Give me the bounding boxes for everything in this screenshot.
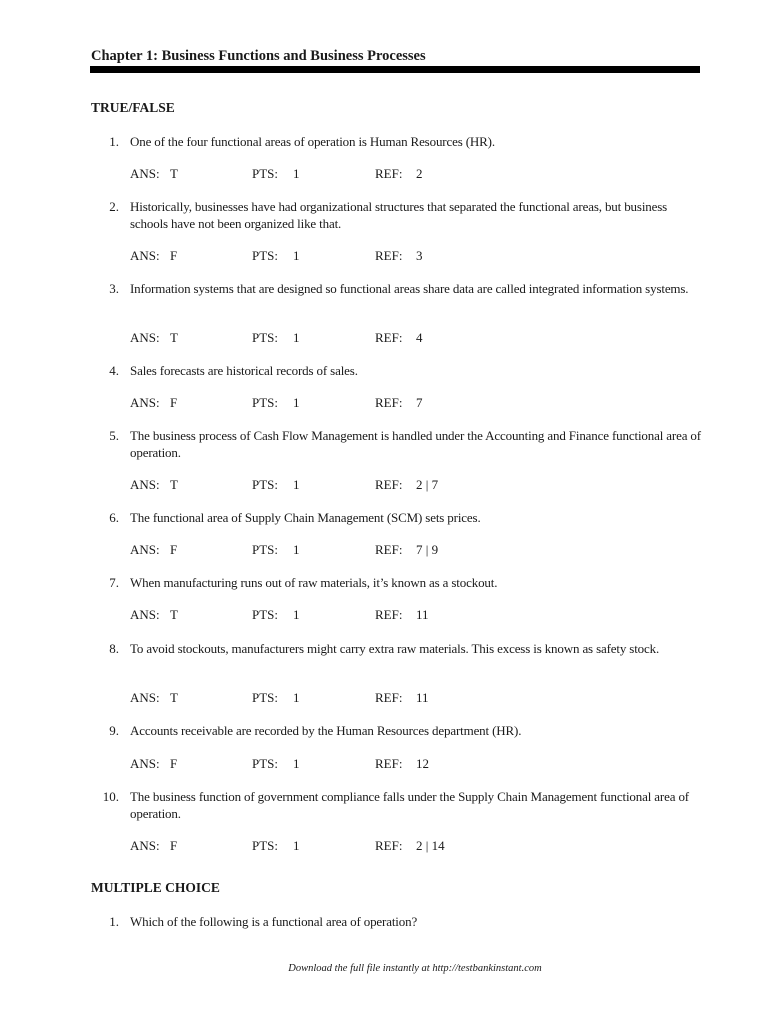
- pts-label: PTS:: [252, 330, 279, 345]
- question-text: To avoid stockouts, manufacturers might carry extra raw materials. This excess is known as safety stock.: [130, 641, 660, 656]
- question-text: The business process of Cash Flow Management is handled under the Accounting and Finance functional area of operation.: [130, 428, 701, 460]
- ref-label: REF:: [375, 330, 403, 345]
- pts-label: PTS:: [252, 477, 279, 492]
- ans-value: F: [170, 395, 178, 410]
- ref-label: REF:: [375, 166, 403, 181]
- question-text: The functional area of Supply Chain Management (SCM) sets prices.: [130, 510, 481, 525]
- ans-label: ANS:: [130, 607, 160, 622]
- answer-row: [130, 477, 630, 493]
- question-text: Sales forecasts are historical records of sales.: [130, 363, 358, 378]
- ref-value: 12: [416, 756, 429, 771]
- pts-label: PTS:: [252, 690, 279, 705]
- pts-label: PTS:: [252, 542, 279, 557]
- ref-label: REF:: [375, 395, 403, 410]
- ans-label: ANS:: [130, 690, 160, 705]
- answer-row: [130, 330, 630, 346]
- question-number: 9.: [109, 723, 119, 738]
- pts-value: 1: [293, 395, 300, 410]
- chapter-title: Chapter 1: Business Functions and Business Processes: [91, 48, 426, 64]
- pts-value: 1: [293, 166, 300, 181]
- question-number: 4.: [109, 363, 119, 378]
- answer-row: [130, 607, 630, 623]
- answer-row: [130, 395, 630, 411]
- footer-download-note: Download the full file instantly at http://testbankinstant.com: [288, 963, 542, 974]
- pts-value: 1: [293, 756, 300, 771]
- question-number: 1.: [109, 914, 119, 929]
- pts-value: 1: [293, 248, 300, 263]
- question-text: One of the four functional areas of operation is Human Resources (HR).: [130, 134, 495, 149]
- pts-value: 1: [293, 477, 300, 492]
- ref-label: REF:: [375, 838, 403, 853]
- ans-label: ANS:: [130, 166, 160, 181]
- title-rule: [90, 66, 700, 73]
- ans-label: ANS:: [130, 542, 160, 557]
- question-number: 1.: [109, 134, 119, 149]
- ref-value: 7 | 9: [416, 542, 439, 557]
- pts-value: 1: [293, 330, 300, 345]
- question-text: Historically, businesses have had organizational structures that separated the functional areas, but business schools have not been organized like that.: [130, 199, 668, 231]
- pts-label: PTS:: [252, 166, 279, 181]
- question-number: 7.: [109, 575, 119, 590]
- answer-row: [130, 166, 630, 182]
- pts-value: 1: [293, 690, 300, 705]
- ans-value: F: [170, 248, 178, 263]
- pts-label: PTS:: [252, 756, 279, 771]
- ans-label: ANS:: [130, 248, 160, 263]
- question-number: 2.: [109, 199, 119, 214]
- section-heading-multiple-choice: MULTIPLE CHOICE: [91, 880, 220, 895]
- section-heading-true-false: TRUE/FALSE: [91, 100, 175, 115]
- ref-value: 11: [416, 607, 429, 622]
- answer-row: [130, 248, 630, 264]
- ans-label: ANS:: [130, 838, 160, 853]
- question-text: Information systems that are designed so functional areas share data are called integrated information systems.: [130, 281, 689, 296]
- ref-label: REF:: [375, 477, 403, 492]
- pts-value: 1: [293, 542, 300, 557]
- question-number: 5.: [109, 428, 119, 443]
- answer-row: [130, 838, 630, 854]
- ans-value: F: [170, 542, 178, 557]
- ref-label: REF:: [375, 542, 403, 557]
- ref-value: 4: [416, 330, 423, 345]
- ref-value: 2 | 7: [416, 477, 439, 492]
- question-number: 3.: [109, 281, 119, 296]
- pts-label: PTS:: [252, 395, 279, 410]
- ans-value: T: [170, 330, 178, 345]
- ref-label: REF:: [375, 690, 403, 705]
- ans-label: ANS:: [130, 756, 160, 771]
- answer-row: [130, 690, 630, 706]
- answer-row: [130, 542, 630, 558]
- ans-value: T: [170, 166, 178, 181]
- question-text: Accounts receivable are recorded by the Human Resources department (HR).: [130, 723, 522, 738]
- answer-row: [130, 756, 630, 772]
- question-text: Which of the following is a functional area of operation?: [130, 914, 418, 929]
- ref-value: 3: [416, 248, 423, 263]
- pts-value: 1: [293, 607, 300, 622]
- ans-label: ANS:: [130, 477, 160, 492]
- ref-value: 2 | 14: [416, 838, 445, 853]
- ans-value: T: [170, 607, 178, 622]
- ref-value: 7: [416, 395, 423, 410]
- ans-value: F: [170, 838, 178, 853]
- pts-label: PTS:: [252, 838, 279, 853]
- ans-value: T: [170, 690, 178, 705]
- ref-value: 11: [416, 690, 429, 705]
- ans-value: F: [170, 756, 178, 771]
- pts-label: PTS:: [252, 248, 279, 263]
- pts-label: PTS:: [252, 607, 279, 622]
- ans-label: ANS:: [130, 395, 160, 410]
- ref-label: REF:: [375, 756, 403, 771]
- pts-value: 1: [293, 838, 300, 853]
- question-number: 6.: [109, 510, 119, 525]
- question-number: 10.: [102, 789, 119, 804]
- ans-value: T: [170, 477, 178, 492]
- ref-value: 2: [416, 166, 423, 181]
- question-number: 8.: [109, 641, 119, 656]
- ref-label: REF:: [375, 607, 403, 622]
- ref-label: REF:: [375, 248, 403, 263]
- ans-label: ANS:: [130, 330, 160, 345]
- question-text: When manufacturing runs out of raw materials, it’s known as a stockout.: [130, 575, 498, 590]
- question-text: The business function of government compliance falls under the Supply Chain Management functional area of operation.: [130, 789, 689, 821]
